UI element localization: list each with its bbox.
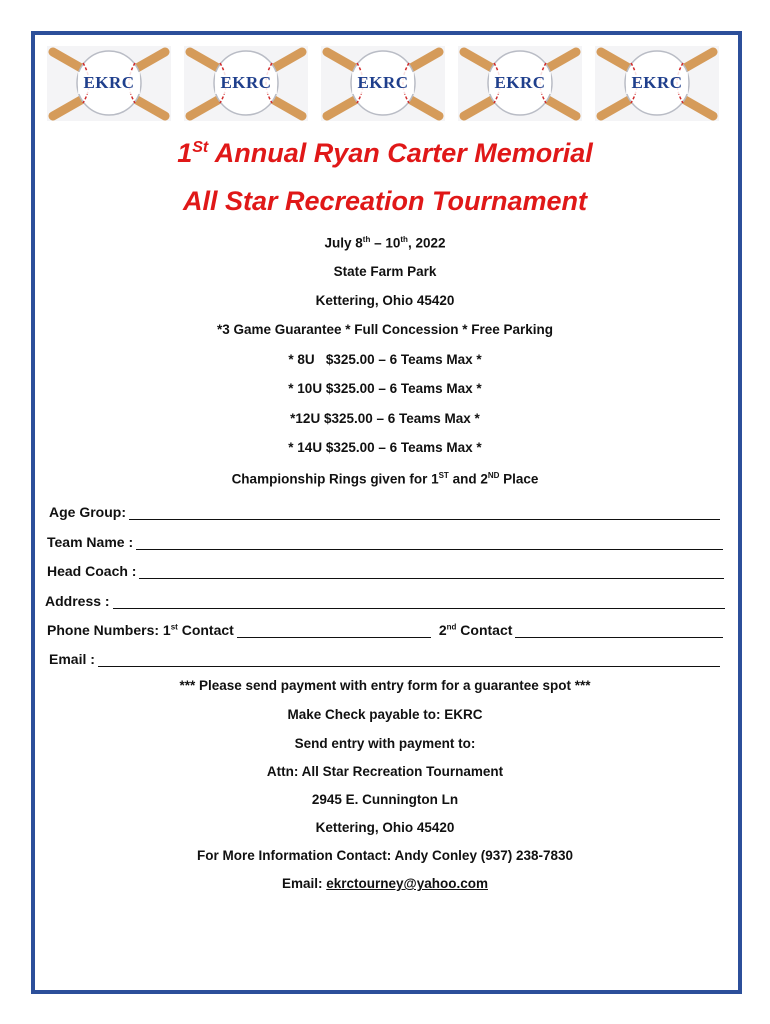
- logo-text: EKRC: [220, 73, 272, 92]
- team-name-label: Team Name :: [47, 534, 134, 550]
- contact-email-link[interactable]: ekrctourney@yahoo.com: [326, 876, 488, 891]
- ekrc-logo: [47, 46, 171, 121]
- team-name-field[interactable]: [47, 530, 723, 550]
- contact-email: [0, 876, 770, 891]
- event-features: *3 Game Guarantee * Full Concession * Free Parking: [216, 322, 554, 337]
- check-payable: Make Check payable to: EKRC: [287, 707, 483, 722]
- title-line-2: All Star Recreation Tournament: [182, 186, 588, 216]
- ekrc-logo: [595, 46, 719, 121]
- email-field[interactable]: [49, 647, 720, 667]
- ekrc-logo: [321, 46, 445, 121]
- logo-text: EKRC: [357, 73, 409, 92]
- logo-banner: [47, 46, 719, 121]
- fee-14u: * 14U $325.00 – 6 Teams Max *: [288, 440, 482, 455]
- team-name-input-line[interactable]: [136, 535, 723, 550]
- title-ordinal-suffix: St: [192, 139, 209, 156]
- fee-10u: * 10U $325.00 – 6 Teams Max *: [288, 381, 482, 396]
- payment-note: *** Please send payment with entry form for a guarantee spot ***: [179, 678, 591, 693]
- logo-text: EKRC: [631, 73, 683, 92]
- mailing-city: Kettering, Ohio 45420: [315, 820, 455, 835]
- first-contact-input-line[interactable]: [237, 623, 431, 638]
- send-entry-to: Send entry with payment to:: [294, 736, 476, 751]
- logo-text: EKRC: [83, 73, 135, 92]
- mailing-street: 2945 E. Cunnington Ln: [311, 792, 459, 807]
- ekrc-logo: [458, 46, 582, 121]
- fee-12u: *12U $325.00 – 6 Teams Max *: [290, 411, 480, 426]
- age-group-input-line[interactable]: [129, 505, 720, 520]
- email-input-line[interactable]: [98, 652, 720, 667]
- second-contact-input-line[interactable]: [515, 623, 723, 638]
- event-venue: State Farm Park: [333, 264, 437, 279]
- contact-info: For More Information Contact: Andy Conley (937) 238-7830: [196, 848, 574, 863]
- event-city: Kettering, Ohio 45420: [315, 293, 455, 308]
- title-line-1: [0, 138, 770, 169]
- head-coach-field[interactable]: [47, 559, 724, 579]
- mailing-attn: Attn: All Star Recreation Tournament: [266, 764, 504, 779]
- head-coach-input-line[interactable]: [139, 564, 724, 579]
- phone-numbers-field[interactable]: [47, 618, 723, 638]
- logo-text: EKRC: [494, 73, 546, 92]
- title-ordinal: 1: [177, 138, 193, 168]
- address-label: Address :: [45, 593, 110, 609]
- age-group-field[interactable]: [49, 500, 720, 520]
- second-contact-label: 2nd Contact: [438, 622, 513, 638]
- first-contact-label: Phone Numbers: 1st Contact: [47, 622, 234, 638]
- age-group-label: Age Group:: [49, 504, 126, 520]
- address-input-line[interactable]: [113, 594, 725, 609]
- contact-email-label: Email:: [282, 876, 327, 891]
- fee-8u: * 8U $325.00 – 6 Teams Max *: [288, 352, 482, 367]
- address-field[interactable]: [45, 589, 725, 609]
- event-dates: July 8th – 10th, 2022: [324, 235, 446, 251]
- email-label: Email :: [49, 651, 95, 667]
- title-event-name: Annual Ryan Carter Memorial: [208, 138, 593, 168]
- ekrc-logo: [184, 46, 308, 121]
- head-coach-label: Head Coach :: [47, 563, 137, 579]
- championship-rings: Championship Rings given for 1ST and 2ND Place: [231, 471, 539, 487]
